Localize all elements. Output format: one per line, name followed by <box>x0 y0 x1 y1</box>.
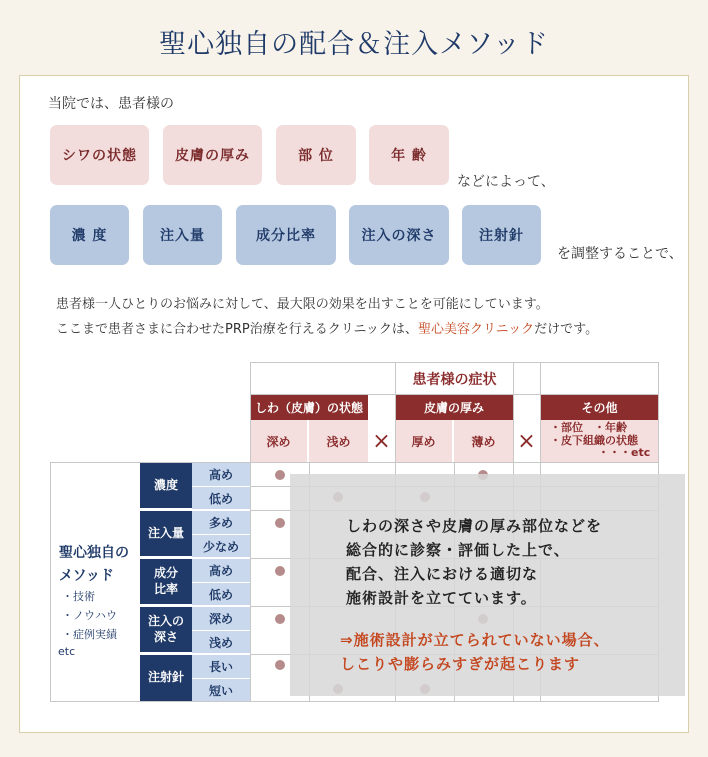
overlay-line-2: 総合的に診察・評価した上で、 <box>346 541 570 559</box>
method-item-skill: ・技術 <box>62 590 95 603</box>
paragraph-1: 患者様一人ひとりのお悩みに対して、最大限の効果を出すことを可能にしています。 <box>56 297 549 312</box>
overlay-line-3: 配合、注入における適切な <box>346 565 539 583</box>
level-conc-low: 低め <box>192 487 250 510</box>
clinic-name-highlight: 聖心美容クリニック <box>417 322 535 337</box>
chip-age: 年 齢 <box>369 125 449 185</box>
method-item-etc: etc <box>58 645 76 658</box>
other-line-2: ・皮下組織の状態 <box>550 433 638 447</box>
level-depth-shallow: 浅め <box>192 631 250 654</box>
chip-area: 部 位 <box>276 125 356 185</box>
after-blue-text: を調整することで、 <box>557 246 683 262</box>
chip-depth: 注入の深さ <box>349 205 449 265</box>
level-ratio-low: 低め <box>192 583 250 606</box>
overlay-warning-1: ⇒施術設計が立てられていない場合、 <box>340 631 610 649</box>
chip-needle: 注射針 <box>462 205 541 265</box>
chip-wrinkle-state: シワの状態 <box>50 125 149 185</box>
thickness-header: 皮膚の厚み <box>395 395 513 420</box>
row-label-volume: 注入量 <box>140 511 192 557</box>
row-label-ratio: 成分比率 <box>140 559 192 605</box>
option-deep: 深め <box>250 420 308 462</box>
wrinkle-header: しわ（皮膚）の状態 <box>250 395 368 420</box>
chip-skin-thickness: 皮膚の厚み <box>163 125 262 185</box>
symptom-header: 患者様の症状 <box>250 362 659 395</box>
row-label-concentration: 濃度 <box>140 463 192 509</box>
paragraph-2 <box>56 318 598 337</box>
explanation-overlay <box>290 474 685 696</box>
overlay-warning-2: しこりや膨らみすぎが起こります <box>340 655 581 673</box>
chip-concentration: 濃 度 <box>50 205 129 265</box>
row-label-needle: 注射針 <box>140 655 192 701</box>
option-other <box>540 420 659 462</box>
option-thick: 厚め <box>395 420 453 462</box>
other-header: その他 <box>540 395 659 420</box>
marker-dot <box>275 660 285 670</box>
content-panel <box>19 75 689 733</box>
other-line-1: ・部位 ・年齢 <box>550 421 627 435</box>
overlay-line-1: しわの深さや皮膚の厚み部位などを <box>346 517 603 535</box>
chip-ratio: 成分比率 <box>236 205 336 265</box>
level-ratio-high: 高め <box>192 559 250 583</box>
cross-mark-2: × <box>517 428 536 454</box>
marker-dot <box>275 518 285 528</box>
level-conc-high: 高め <box>192 463 250 487</box>
method-item-knowhow: ・ノウハウ <box>62 609 117 622</box>
level-needle-long: 長い <box>192 655 250 679</box>
cross-mark-1: × <box>372 428 391 454</box>
method-table <box>50 362 659 702</box>
chip-volume: 注入量 <box>143 205 222 265</box>
marker-dot <box>275 614 285 624</box>
level-vol-less: 少なめ <box>192 535 250 558</box>
method-item-cases: ・症例実績 <box>62 628 117 641</box>
paragraph-2-post: だけです。 <box>534 322 599 337</box>
row-label-depth: 注入の深さ <box>140 607 192 653</box>
paragraph-2-pre: ここまで患者さまに合わせたPRP治療を行えるクリニックは、 <box>56 322 418 337</box>
option-thin: 薄め <box>454 420 513 462</box>
marker-dot <box>275 566 285 576</box>
method-title-1: 聖心独自の <box>59 545 129 561</box>
overlay-line-4: 施術設計を立てています。 <box>346 589 537 607</box>
method-title-2: メソッド <box>59 568 114 584</box>
option-shallow: 浅め <box>309 420 368 462</box>
level-vol-more: 多め <box>192 511 250 535</box>
page-title: 聖心独自の配合＆注入メソッド <box>159 29 549 60</box>
after-pink-text: などによって、 <box>457 174 555 190</box>
marker-dot <box>275 470 285 480</box>
level-depth-deep: 深め <box>192 607 250 631</box>
other-line-3: ・・・etc <box>598 446 651 460</box>
intro-text: 当院では、患者様の <box>48 96 174 112</box>
level-needle-short: 短い <box>192 679 250 701</box>
